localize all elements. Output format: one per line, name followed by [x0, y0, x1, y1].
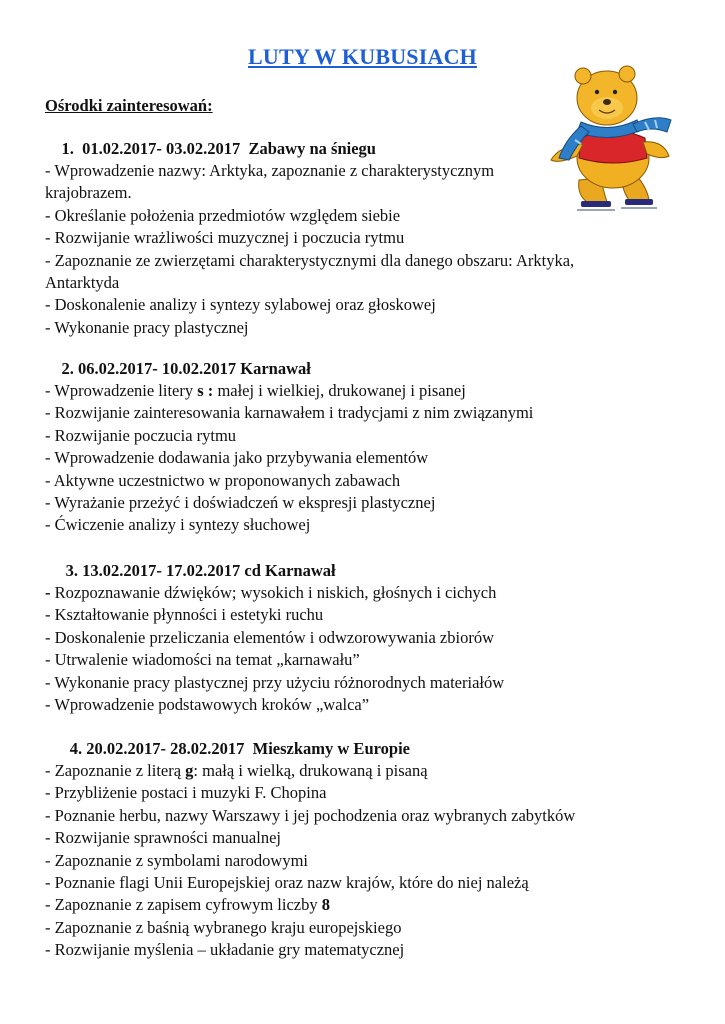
list-item: - Określanie położenia przedmiotów względem siebie [45, 205, 401, 225]
section-4 [45, 738, 685, 962]
list-item: - Utrwalenie wiadomości na temat „karnawału” [45, 650, 360, 670]
section-items [45, 582, 685, 716]
list-item: - Zapoznanie z baśnią wybranego kraju europejskiego [45, 917, 402, 937]
list-item: - Wprowadzenie litery s : małej i wielkiej, drukowanej i pisanej [45, 381, 466, 400]
list-item: - Rozwijanie wrażliwości muzycznej i poczucia rytmu [45, 228, 405, 248]
list-item: - Doskonalenie analizy i syntezy sylabowej oraz głoskowej [45, 295, 436, 315]
list-item: - Rozpoznawanie dźwięków; wysokich i niskich, głośnych i cichych [45, 583, 497, 602]
list-item: - Rozwijanie myślenia – układanie gry matematycznej [45, 940, 405, 960]
list-item: - Ćwiczenie analizy i syntezy słuchowej [45, 515, 311, 535]
section-items [45, 380, 685, 537]
list-item: - Rozwijanie zainteresowania karnawałem i tradycjami z nim związanymi [45, 403, 534, 423]
list-item: - Zapoznanie z literą g: małą i wielką, drukowaną i pisaną [45, 761, 428, 780]
list-item: Antarktyda [45, 273, 120, 293]
list-item: - Zapoznanie z zapisem cyfrowym liczby 8 [45, 895, 330, 915]
section-heading: 2. 06.02.2017- 10.02.2017 Karnawał [45, 359, 311, 378]
section-heading: 4. 20.02.2017- 28.02.2017 Mieszkamy w Europie [45, 739, 410, 758]
section-items [45, 160, 685, 339]
list-item: - Wyrażanie przeżyć i doświadczeń w ekspresji plastycznej [45, 493, 436, 513]
list-item: - Zapoznanie ze zwierzętami charakterystycznymi dla danego obszaru: Arktyka, [45, 250, 575, 270]
list-item: - Wprowadzenie podstawowych kroków „walca” [45, 695, 370, 715]
list-item: - Kształtowanie płynności i estetyki ruchu [45, 605, 324, 625]
list-item: - Poznanie flagi Unii Europejskiej oraz nazw krajów, które do niej należą [45, 873, 529, 893]
section-1 [45, 138, 685, 339]
list-item: - Rozwijanie sprawności manualnej [45, 828, 281, 848]
list-item: - Rozwijanie poczucia rytmu [45, 425, 237, 445]
list-item: - Zapoznanie z symbolami narodowymi [45, 850, 309, 870]
list-item: - Aktywne uczestnictwo w proponowanych zabawach [45, 470, 401, 490]
list-item: - Wykonanie pracy plastycznej [45, 317, 249, 337]
list-item: - Doskonalenie przeliczania elementów i odwzorowywania zbiorów [45, 627, 494, 647]
section-2 [45, 358, 685, 537]
page-title: LUTY W KUBUSIACH [248, 44, 477, 69]
list-item: - Wprowadzenie dodawania jako przybywania elementów [45, 448, 429, 468]
list-item: - Wykonanie pracy plastycznej przy użyciu różnorodnych materiałów [45, 672, 505, 692]
section-3 [45, 560, 685, 716]
section-subtitle: Ośrodki zainteresowań: [45, 96, 213, 115]
section-items [45, 760, 685, 962]
section-heading: 3. 13.02.2017- 17.02.2017 cd Karnawał [45, 561, 336, 580]
list-item: - Poznanie herbu, nazwy Warszawy i jej pochodzenia oraz wybranych zabytków [45, 805, 576, 825]
list-item: krajobrazem. [45, 183, 132, 203]
list-item: - Wprowadzenie nazwy: Arktyka, zapoznanie z charakterystycznym [45, 161, 495, 180]
list-item: - Przybliżenie postaci i muzyki F. Chopina [45, 783, 327, 803]
section-heading: 1. 01.02.2017- 03.02.2017 Zabawy na śniegu [45, 139, 376, 158]
